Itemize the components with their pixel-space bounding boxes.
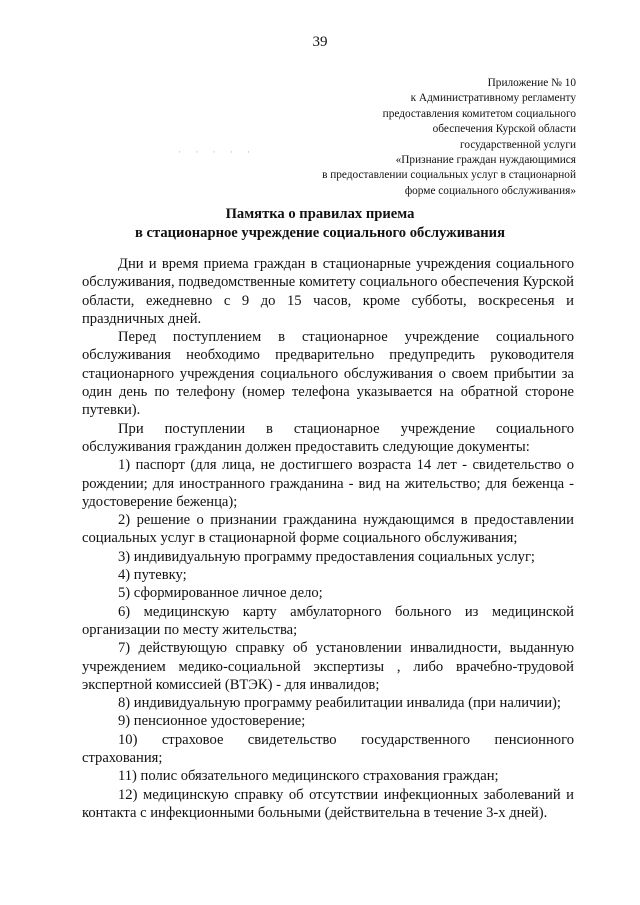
list-item-5: 5) сформированное личное дело; xyxy=(118,585,323,602)
list-item-8: 8) индивидуальную программу реабилитации инвалида (при наличии); xyxy=(118,695,561,712)
appendix-line: Приложение № 10 xyxy=(487,77,576,89)
list-item-3: 3) индивидуальную программу предоставления социальных услуг; xyxy=(118,548,535,565)
document-title xyxy=(0,205,640,243)
appendix-line: обеспечения Курской области xyxy=(432,123,576,136)
appendix-header xyxy=(276,76,576,199)
title-line-2: в стационарное учреждение социального обслуживания xyxy=(134,225,505,241)
title-line-1: Памятка о правилах приема xyxy=(225,206,415,222)
scan-artifact-dots: · · · · · xyxy=(178,147,256,157)
list-item-2: 2) решение о признании гражданина нуждающимся в предоставлении социальных услуг в стационарной форме социального обслуживания; xyxy=(82,512,574,547)
list-item-6: 6) медицинскую карту амбулаторного больного из медицинской организации по месту жительства; xyxy=(82,603,574,638)
intro-paragraph-documents: При поступлении в стационарное учреждение социального обслуживания гражданин должен предоставить следующие документы: xyxy=(82,420,574,455)
appendix-line: форме социального обслуживания» xyxy=(404,184,576,197)
appendix-line: государственной услуги xyxy=(460,138,576,151)
list-item-12: 12) медицинскую справку об отсутствии инфекционных заболеваний и контакта с инфекционными больными (действительна в течение 3-х дней). xyxy=(82,786,574,821)
appendix-line: «Признание граждан нуждающимися xyxy=(395,154,576,167)
list-item-11: 11) полис обязательного медицинского страхования граждан; xyxy=(118,768,499,785)
intro-paragraph-hours: Дни и время приема граждан в стационарные учреждения социального обслуживания, подведомственные комитету социального обеспечения Курской области, ежедневно с 9 до 15 часов, кроме субботы, воскресенья и праздничных дней. xyxy=(82,256,574,327)
list-item-7: 7) действующую справку об установлении инвалидности, выданную учреждением медико-социальной экспертизы , либо врачебно-трудовой экспертной комиссией (ВТЭК) - для инвалидов; xyxy=(82,640,574,693)
document-body xyxy=(82,255,574,822)
intro-paragraph-notice: Перед поступлением в стационарное учреждение социального обслуживания необходимо предварительно предупредить руководителя стационарного учреждения социального обслуживания о своем прибытии за один день по телефону (номер телефона указывается на обратной стороне путевки). xyxy=(82,329,574,419)
page-number: 39 xyxy=(312,34,328,50)
list-item-9: 9) пенсионное удостоверение; xyxy=(118,713,306,730)
list-item-1: 1) паспорт (для лица, не достигшего возраста 14 лет - свидетельство о рождении; для иностранного гражданина - вид на жительство; для беженца - удостоверение беженца); xyxy=(82,457,574,510)
list-item-10: 10) страховое свидетельство государственного пенсионного страхования; xyxy=(82,731,574,767)
appendix-line: в предоставлении социальных услуг в стационарной xyxy=(322,169,576,182)
appendix-line: предоставления комитетом социального xyxy=(382,107,576,120)
appendix-line: к Административному регламенту xyxy=(410,92,576,105)
list-item-4: 4) путевку; xyxy=(118,567,187,584)
